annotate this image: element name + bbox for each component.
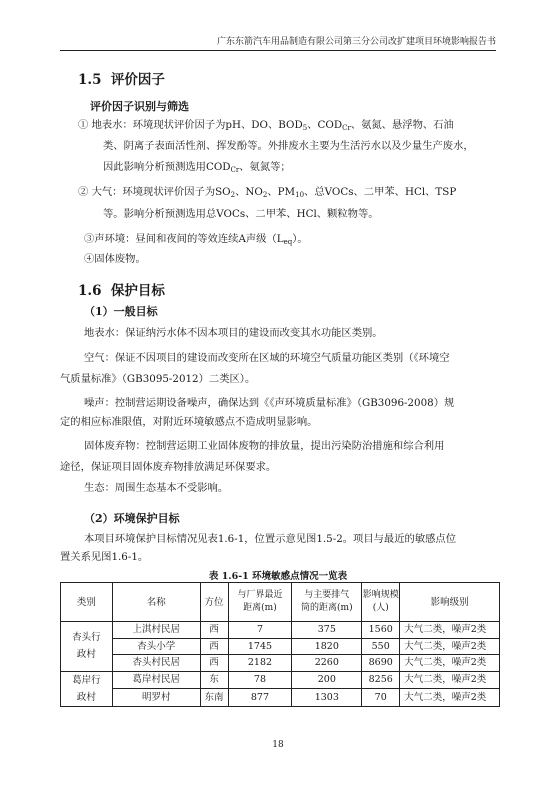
cell-level: 大气二类，噪声2类: [400, 638, 500, 655]
paragraph-protection-1: 本项目环境保护目标情况见表1.6-1，位置示意见图1.5-2。项目与最近的敏感点位: [84, 533, 457, 545]
section-heading-1-5: [78, 68, 165, 88]
header-level: 影响级别: [400, 583, 500, 622]
cell-distance-boundary: 78: [228, 671, 292, 689]
table-caption: 表 1.6-1 环境敏感点情况一览表: [208, 571, 348, 582]
subheading-protection-targets: （2）环境保护目标: [84, 512, 180, 525]
goal-air-2: 气质量标准》（GB3095-2012）二类区）。: [60, 373, 256, 385]
subheading-general-goals: （1）一般目标: [84, 305, 158, 318]
cell-scale: 8256: [362, 671, 400, 689]
cell-scale: 8690: [362, 655, 400, 672]
table-row: [61, 671, 500, 689]
cell-scale: 1560: [362, 622, 400, 639]
paragraph-noise: ③声环境：昼间和夜间的等效连续A声级$(L_{eq})$。: [84, 233, 308, 246]
table-row: [61, 638, 500, 655]
cell-level: 大气二类，噪声2类: [400, 671, 500, 689]
table-row: [61, 689, 500, 707]
page-number: 18: [272, 740, 284, 750]
cell-level: 大气二类，噪声2类: [400, 655, 500, 672]
cell-distance-stack: 375: [292, 622, 362, 639]
category-cell: 杏头行 政村: [61, 622, 113, 672]
cell-distance-boundary: 2182: [228, 655, 292, 672]
header-distance-boundary: 与厂界最近 距离(m): [228, 583, 292, 622]
cell-scale: 550: [362, 638, 400, 655]
cell-level: 大气二类，噪声2类: [400, 689, 500, 707]
table-row: [61, 655, 500, 672]
paragraph-solid-waste: ④固体废物。: [84, 253, 146, 265]
paragraph-air-2: 等。影响分析预测选用总VOCs、二甲苯、HCl、颗粒物等。: [103, 208, 379, 220]
header-distance-stack: 与主要排气 筒的距离(m): [292, 583, 362, 622]
cell-distance-stack: 2260: [292, 655, 362, 672]
cell-distance-stack: 1820: [292, 638, 362, 655]
goal-noise-2: 定的相应标准限值，对附近环境敏感点不造成明显影响。: [60, 416, 318, 428]
section-heading-1-6: [78, 279, 165, 299]
cell-distance-boundary: 1745: [228, 638, 292, 655]
section-number: 1.6: [78, 283, 102, 299]
category-cell: 葛岸行 政村: [61, 671, 113, 706]
paragraph-surface-water-1: ① 地表水：环境现状评价因子为pH、DO、$BOD_5$、$COD_{Cr}$、氨氮、悬浮物、石油: [78, 119, 454, 132]
cell-name: 杏头小学: [112, 638, 200, 655]
paragraph-surface-water-3: 因此影响分析预测选用$COD_{Cr}$、氨氮等；: [103, 161, 291, 174]
cell-distance-stack: 1303: [292, 689, 362, 707]
cell-direction: 西: [200, 622, 228, 639]
section-title: 保护目标: [110, 283, 165, 299]
section-title: 评价因子: [110, 72, 165, 88]
header-name: 名称: [112, 583, 200, 622]
subheading-factor-screening: 评价因子识别与筛选: [90, 100, 189, 113]
cell-level: 大气二类，噪声2类: [400, 622, 500, 639]
cell-name: 明罗村: [112, 689, 200, 707]
running-header: 广东东箭汽车用品制造有限公司第三分公司改扩建项目环境影响报告书: [60, 34, 496, 51]
goal-solid-waste-1: 固体废弃物：控制营运期工业固体废物的排放量，提出污染防治措施和综合利用: [84, 440, 445, 452]
cell-name: 葛岸村民居: [112, 671, 200, 689]
cell-name: 杏头村民居: [112, 655, 200, 672]
header-direction: 方位: [200, 583, 228, 622]
cell-direction: 东: [200, 671, 228, 689]
table-header-row: [61, 583, 500, 622]
goal-noise-1: 噪声：控制营运期设备噪声，确保达到《《声环境质量标准》（GB3096-2008）规: [84, 397, 455, 409]
goal-surface-water: 地表水：保证纳污水体不因本项目的建设而改变其水功能区类别。: [84, 327, 383, 339]
goal-air-1: 空气：保证不因项目的建设而改变所在区域的环境空气质量功能区类别（《环境空: [84, 352, 450, 364]
paragraph-air-1: ② 大气：环境现状评价因子为$SO_2$、$NO_2$、$PM_{10}$、总VOCs、二甲苯、HCl、TSP: [78, 186, 457, 199]
cell-distance-stack: 200: [292, 671, 362, 689]
paragraph-protection-2: 置关系见图1.6-1。: [60, 551, 149, 563]
table-row: [61, 622, 500, 639]
cell-distance-boundary: 7: [228, 622, 292, 639]
cell-direction: 西: [200, 655, 228, 672]
cell-scale: 70: [362, 689, 400, 707]
cell-direction: 西: [200, 638, 228, 655]
cell-distance-boundary: 877: [228, 689, 292, 707]
cell-direction: 东南: [200, 689, 228, 707]
cell-name: 上淇村民居: [112, 622, 200, 639]
header-category: 类别: [61, 583, 113, 622]
section-number: 1.5: [78, 72, 102, 88]
goal-ecology: 生态：周围生态基本不受影响。: [84, 482, 229, 494]
paragraph-surface-water-2: 类、阴离子表面活性剂、挥发酚等。外排废水主要为生活污水以及少量生产废水，: [103, 140, 474, 152]
sensitive-points-table: [60, 582, 500, 707]
goal-solid-waste-2: 途径，保证项目固体废弃物排放满足环保要求。: [60, 461, 277, 473]
header-scale: 影响规模 (人): [362, 583, 400, 622]
